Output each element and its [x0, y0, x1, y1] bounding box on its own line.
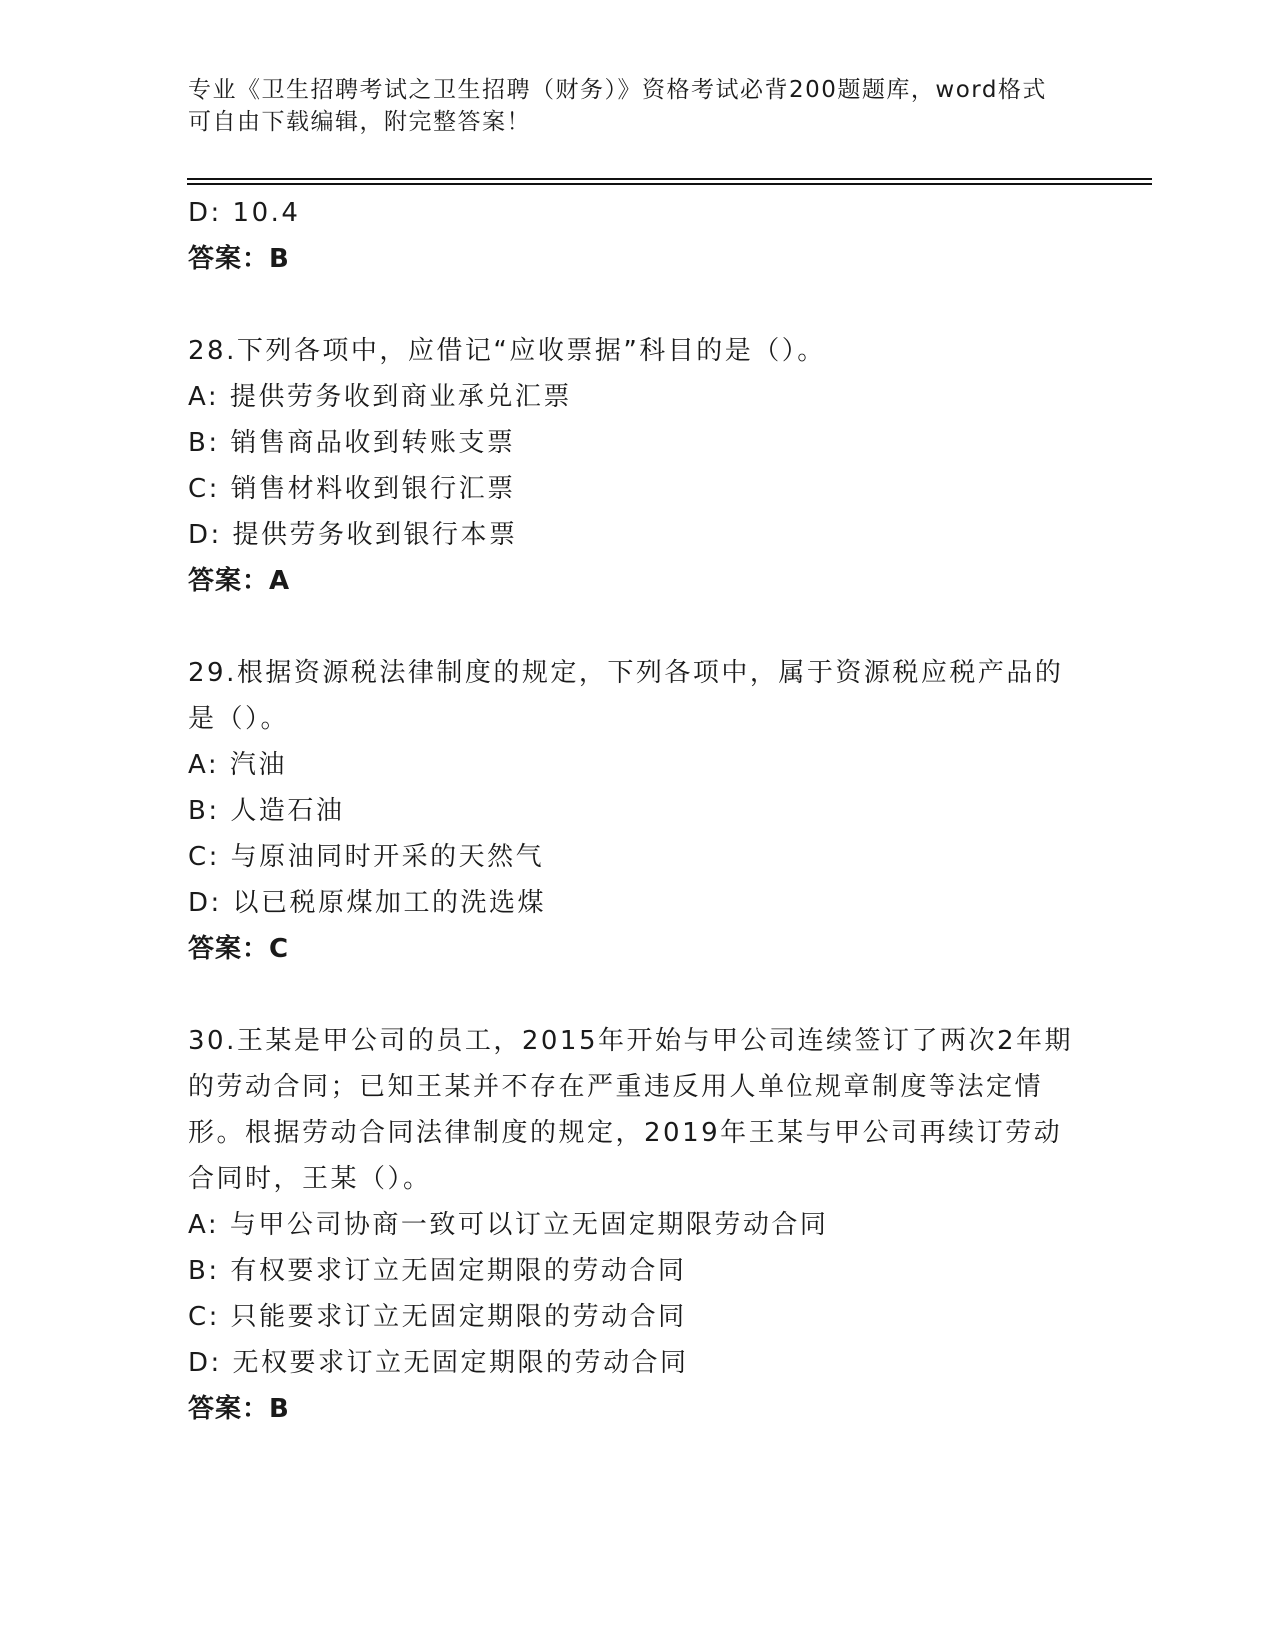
question-29: [188, 650, 1088, 972]
answer-line: 答案：A: [188, 566, 291, 596]
question-stem-line: 合同时，王某（）。: [188, 1164, 432, 1194]
question-30: [188, 1018, 1088, 1432]
header-divider-bottom: [187, 183, 1152, 185]
question-stem-line: 形。根据劳动合同法律制度的规定，2019年王某与甲公司再续订劳动: [188, 1118, 1063, 1148]
option-a: A: 提供劳务收到商业承兑汇票: [188, 382, 572, 412]
option-c: C: 只能要求订立无固定期限的劳动合同: [188, 1302, 687, 1332]
question-stem-line: 29.根据资源税法律制度的规定，下列各项中，属于资源税应税产品的: [188, 658, 1064, 688]
question-stem-line: 30.王某是甲公司的员工，2015年开始与甲公司连续签订了两次2年期: [188, 1026, 1074, 1056]
spacer: [188, 282, 1088, 328]
option-d: D: 以已税原煤加工的洗选煤: [188, 888, 547, 918]
spacer: [188, 972, 1088, 1018]
option-b: B: 有权要求订立无固定期限的劳动合同: [188, 1256, 687, 1286]
question-stem-line: 28.下列各项中，应借记“应收票据”科目的是（）。: [188, 336, 826, 366]
previous-question-option-d: D: 10.4: [188, 198, 301, 228]
question-stem-line: 是（）。: [188, 704, 290, 734]
previous-question-answer: 答案：B: [188, 244, 290, 274]
option-b: B: 销售商品收到转账支票: [188, 428, 516, 458]
option-a: A: 与甲公司协商一致可以订立无固定期限劳动合同: [188, 1210, 829, 1240]
option-d: D: 提供劳务收到银行本票: [188, 520, 518, 550]
question-28: [188, 328, 1088, 604]
option-b: B: 人造石油: [188, 796, 345, 826]
option-c: C: 销售材料收到银行汇票: [188, 474, 516, 504]
answer-line: 答案：B: [188, 1394, 290, 1424]
question-stem-line: 的劳动合同；已知王某并不存在严重违反用人单位规章制度等法定情: [188, 1072, 1044, 1102]
option-a: A: 汽油: [188, 750, 287, 780]
option-c: C: 与原油同时开采的天然气: [188, 842, 545, 872]
question-body: [188, 190, 1088, 1432]
header-title-line-1: 专业《卫生招聘考试之卫生招聘（财务）》资格考试必背200题题库，word格式: [188, 77, 1047, 103]
header-divider-top: [187, 178, 1152, 180]
option-d: D: 无权要求订立无固定期限的劳动合同: [188, 1348, 689, 1378]
spacer: [188, 604, 1088, 650]
header-title-line-2: 可自由下载编辑，附完整答案！: [188, 109, 531, 135]
answer-line: 答案：C: [188, 934, 290, 964]
document-header: [188, 74, 1068, 138]
